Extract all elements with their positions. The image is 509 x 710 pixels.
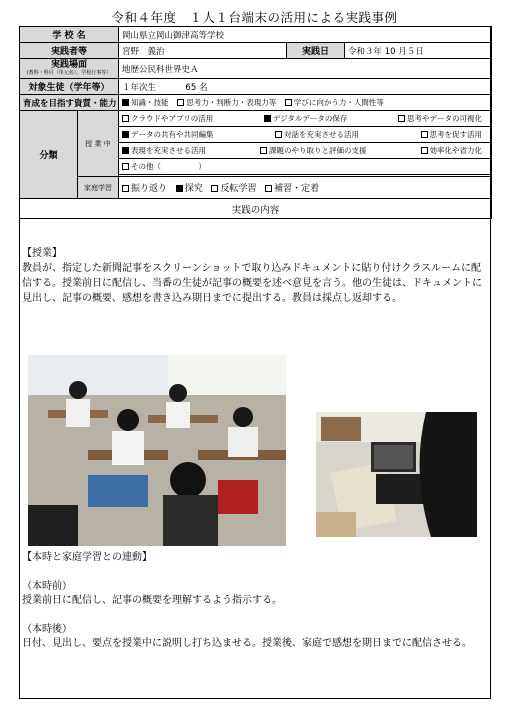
home-option[interactable]: 反転学習: [211, 181, 256, 194]
in-class-option[interactable]: データの共有や共同編集: [122, 129, 214, 140]
practice-date: 令和３年 10 月５日: [345, 43, 492, 59]
students-cell: [119, 79, 492, 95]
info-table: [19, 26, 492, 219]
practice-heading: 実践の内容: [20, 199, 492, 219]
skills-label: 育成を目指す資質・能力: [20, 95, 119, 111]
in-class-row: [119, 127, 492, 143]
checkbox-icon: [275, 131, 282, 138]
checkbox-icon: [264, 115, 271, 122]
in-class-option[interactable]: 思考を促す活用: [421, 129, 483, 140]
checkbox-icon: [398, 115, 405, 122]
in-class-option[interactable]: デジタルデータの保存: [264, 113, 348, 124]
in-class-row: [119, 111, 492, 127]
category-label: 分類: [20, 111, 78, 199]
student-tablet-photo: [316, 412, 477, 537]
in-class-option[interactable]: 効率化や省力化: [421, 145, 483, 156]
in-class-row: [119, 143, 492, 159]
checkbox-icon: [122, 163, 129, 170]
scene-value: 地歴公民科世界史Ａ: [119, 59, 492, 79]
in-class-option[interactable]: 表現を充実させる活用: [122, 145, 206, 156]
home-option[interactable]: 振り返り: [122, 181, 167, 194]
school-name: 岡山県立岡山御津高等学校: [119, 27, 492, 43]
page-title: 令和４年度 １人１台端末の活用による実践事例: [111, 10, 398, 25]
checkbox-icon: [421, 131, 428, 138]
checkbox-icon: [122, 131, 129, 138]
skill-option[interactable]: 知識・技能: [122, 97, 169, 108]
checkbox-icon: [176, 185, 183, 192]
date-label: 実践日: [287, 43, 345, 59]
home-option[interactable]: 補習・定着: [265, 181, 319, 194]
home-row: [119, 177, 492, 199]
in-class-option[interactable]: 対話を充実させる活用: [275, 129, 359, 140]
before-text: 授業前日に配信し、記事の概要を理解するよう指示する。: [22, 595, 282, 606]
lesson-section: [22, 246, 488, 306]
checkbox-icon: [421, 147, 428, 154]
checkbox-icon: [122, 99, 129, 106]
skill-option[interactable]: 学びに向かう力・人間性等: [285, 97, 384, 108]
students-grade: １年次生: [122, 82, 157, 93]
home-link-section: [22, 551, 488, 652]
lesson-body: 教員が、指定した新聞記事をスクリーンショットで取り込みドキュメントに貼り付けクラスルームに配信する。授業前日に配信し、当番の生徒が記事の概要を述べ意見を言う。他の生徒は、ドキュメントに見出し、記事の概要、感想を書き込み期日までに提出する。教員は採点し返却する。: [22, 263, 482, 304]
checkbox-icon: [260, 147, 267, 154]
in-class-label: 授 業 中: [78, 111, 119, 177]
skills-cell: [119, 95, 492, 111]
other-option[interactable]: その他（ ）: [122, 161, 206, 172]
before-label: （本時前）: [22, 580, 72, 592]
skill-option[interactable]: 思考力・判断力・表現力等: [177, 97, 276, 108]
practitioner-name: 宮野 義治: [119, 43, 287, 59]
in-class-option[interactable]: 課題のやり取りと評価の支援: [260, 145, 367, 156]
home-label: 家庭学習: [78, 177, 119, 199]
in-class-other-row: [119, 159, 492, 175]
checkbox-icon: [177, 99, 184, 106]
in-class-option[interactable]: 思考やデータの可視化: [398, 113, 482, 124]
after-text: 日付、見出し、要点を授業中に説明し打ち込ませる。授業後、家庭で感想を期日までに配信させる。: [22, 638, 472, 649]
school-label: 学 校 名: [20, 27, 119, 43]
checkbox-icon: [122, 147, 129, 154]
link-heading: 【本時と家庭学習との連動】: [22, 552, 152, 563]
home-option[interactable]: 探究: [176, 181, 203, 194]
classroom-photo: [28, 355, 286, 546]
students-label: 対象生徒（学年等）: [20, 79, 119, 95]
checkbox-icon: [211, 185, 218, 192]
checkbox-icon: [285, 99, 292, 106]
after-label: （本時後）: [22, 623, 72, 635]
scene-label-cell: [20, 59, 119, 79]
checkbox-icon: [122, 185, 129, 192]
students-count: 65 名: [185, 82, 208, 93]
scene-sub-label: (教科・科目（単元名）、学校行事等）: [26, 70, 112, 76]
in-class-option[interactable]: クラウドやアプリの活用: [122, 113, 213, 124]
scene-label: 実践場面: [50, 60, 87, 70]
checkbox-icon: [122, 115, 129, 122]
checkbox-icon: [265, 185, 272, 192]
lesson-heading: 【授業】: [22, 248, 62, 259]
practitioner-label: 実践者等: [20, 43, 119, 59]
